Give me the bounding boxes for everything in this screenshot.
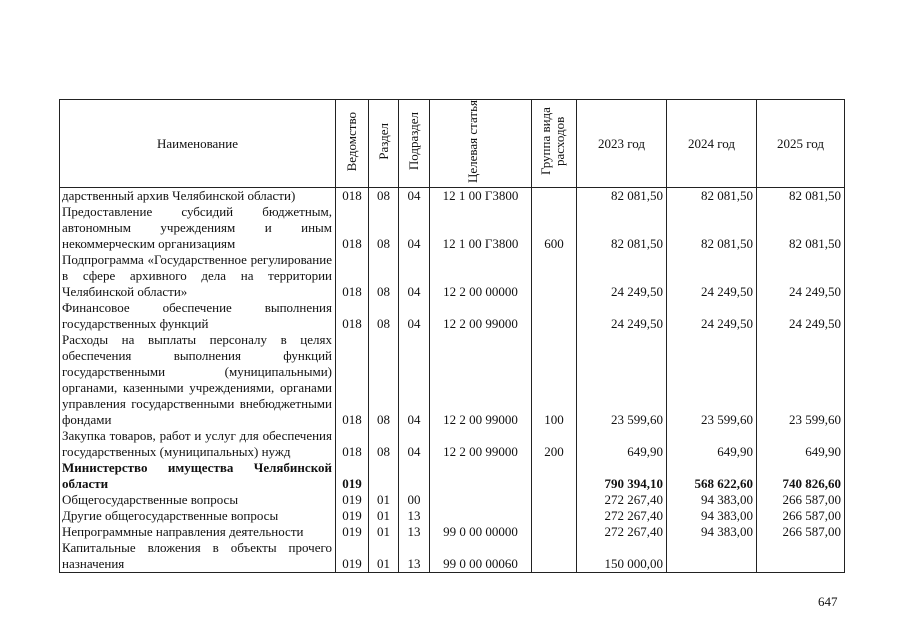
cell-target-article: 12 2 00 99000 [430, 300, 532, 332]
cell-2023: 23 599,60 [577, 332, 667, 428]
cell-podrazdel: 04 [399, 204, 430, 252]
cell-name: Предоставление субсидий бюджетным, автономным учреждениям и иным некоммерческим организациям [60, 204, 336, 252]
cell-vedomstvo: 018 [336, 300, 369, 332]
cell-2025: 24 249,50 [757, 300, 845, 332]
cell-2023: 272 267,40 [577, 508, 667, 524]
cell-expense-group: 600 [532, 204, 577, 252]
cell-expense-group [532, 540, 577, 573]
cell-podrazdel: 04 [399, 188, 430, 205]
cell-expense-group [532, 460, 577, 492]
table-row [60, 460, 845, 492]
cell-2023: 272 267,40 [577, 524, 667, 540]
cell-2024: 94 383,00 [667, 508, 757, 524]
cell-2025 [757, 540, 845, 573]
cell-podrazdel: 13 [399, 508, 430, 524]
cell-vedomstvo: 019 [336, 508, 369, 524]
cell-2025: 649,90 [757, 428, 845, 460]
table-row [60, 188, 845, 205]
header-vedomstvo: Ведомство [336, 100, 369, 188]
header-expense-group: Группа вида расходов [532, 100, 577, 188]
cell-expense-group: 200 [532, 428, 577, 460]
page-number: 647 [818, 594, 838, 609]
header-name: Наименование [60, 100, 336, 188]
cell-target-article: 12 1 00 Г3800 [430, 204, 532, 252]
cell-2023: 790 394,10 [577, 460, 667, 492]
cell-razdel: 08 [369, 428, 399, 460]
cell-2025: 23 599,60 [757, 332, 845, 428]
cell-podrazdel: 13 [399, 524, 430, 540]
cell-2023: 24 249,50 [577, 252, 667, 300]
cell-2023: 82 081,50 [577, 204, 667, 252]
table-row [60, 428, 845, 460]
cell-expense-group [532, 492, 577, 508]
cell-2023: 649,90 [577, 428, 667, 460]
cell-expense-group [532, 508, 577, 524]
cell-2024: 24 249,50 [667, 252, 757, 300]
table-row [60, 540, 845, 573]
cell-2023: 150 000,00 [577, 540, 667, 573]
cell-2025: 266 587,00 [757, 524, 845, 540]
cell-2025: 740 826,60 [757, 460, 845, 492]
cell-target-article: 12 2 00 00000 [430, 252, 532, 300]
cell-2025: 24 249,50 [757, 252, 845, 300]
table-body [60, 188, 845, 573]
cell-razdel: 01 [369, 508, 399, 524]
header-podrazdel: Подраздел [399, 100, 430, 188]
cell-2024: 94 383,00 [667, 492, 757, 508]
cell-razdel: 08 [369, 204, 399, 252]
cell-2024 [667, 540, 757, 573]
cell-podrazdel: 04 [399, 428, 430, 460]
cell-razdel: 08 [369, 332, 399, 428]
cell-target-article: 99 0 00 00000 [430, 524, 532, 540]
cell-vedomstvo: 019 [336, 492, 369, 508]
cell-expense-group [532, 300, 577, 332]
budget-table [59, 99, 845, 573]
cell-podrazdel: 04 [399, 252, 430, 300]
cell-vedomstvo: 018 [336, 204, 369, 252]
header-razdel: Раздел [369, 100, 399, 188]
cell-2025: 82 081,50 [757, 204, 845, 252]
cell-2025: 266 587,00 [757, 508, 845, 524]
cell-target-article [430, 460, 532, 492]
header-row [60, 100, 845, 188]
cell-2023: 82 081,50 [577, 188, 667, 205]
cell-expense-group [532, 524, 577, 540]
cell-2025: 82 081,50 [757, 188, 845, 205]
cell-razdel: 08 [369, 300, 399, 332]
cell-vedomstvo: 019 [336, 460, 369, 492]
cell-name: Расходы на выплаты персоналу в целях обеспечения выполнения функций государственными (муниципальными) органами, казенными учреждениями, органами управления государственными внебюджетными фондами [60, 332, 336, 428]
cell-2024: 24 249,50 [667, 300, 757, 332]
cell-podrazdel: 13 [399, 540, 430, 573]
cell-target-article [430, 508, 532, 524]
cell-vedomstvo: 018 [336, 188, 369, 205]
cell-razdel: 01 [369, 540, 399, 573]
cell-razdel: 01 [369, 524, 399, 540]
cell-2024: 82 081,50 [667, 188, 757, 205]
cell-2023: 272 267,40 [577, 492, 667, 508]
table-row [60, 524, 845, 540]
cell-2025: 266 587,00 [757, 492, 845, 508]
cell-razdel: 08 [369, 188, 399, 205]
table-row [60, 492, 845, 508]
cell-name: Министерство имущества Челябинской области [60, 460, 336, 492]
cell-name: дарственный архив Челябинской области) [60, 188, 336, 205]
header-2025: 2025 год [757, 100, 845, 188]
header-2024: 2024 год [667, 100, 757, 188]
cell-expense-group [532, 188, 577, 205]
cell-razdel: 01 [369, 492, 399, 508]
header-2023: 2023 год [577, 100, 667, 188]
cell-2024: 568 622,60 [667, 460, 757, 492]
cell-vedomstvo: 019 [336, 524, 369, 540]
table-row [60, 300, 845, 332]
cell-podrazdel: 00 [399, 492, 430, 508]
cell-2024: 94 383,00 [667, 524, 757, 540]
table-row [60, 204, 845, 252]
cell-razdel: 08 [369, 252, 399, 300]
cell-vedomstvo: 018 [336, 252, 369, 300]
cell-target-article [430, 492, 532, 508]
table-row [60, 252, 845, 300]
cell-name: Капитальные вложения в объекты прочего назначения [60, 540, 336, 573]
table-row [60, 508, 845, 524]
cell-target-article: 12 2 00 99000 [430, 332, 532, 428]
table-row [60, 332, 845, 428]
cell-target-article: 12 2 00 99000 [430, 428, 532, 460]
cell-name: Подпрограмма «Государственное регулирование в сфере архивного дела на территории Челябинской области» [60, 252, 336, 300]
cell-name: Закупка товаров, работ и услуг для обеспечения государственных (муниципальных) нужд [60, 428, 336, 460]
header-target-article: Целевая статья [430, 100, 532, 188]
cell-target-article: 99 0 00 00060 [430, 540, 532, 573]
cell-vedomstvo: 019 [336, 540, 369, 573]
cell-name: Общегосударственные вопросы [60, 492, 336, 508]
cell-2024: 649,90 [667, 428, 757, 460]
cell-2024: 82 081,50 [667, 204, 757, 252]
cell-podrazdel: 04 [399, 300, 430, 332]
cell-expense-group [532, 252, 577, 300]
cell-target-article: 12 1 00 Г3800 [430, 188, 532, 205]
cell-vedomstvo: 018 [336, 428, 369, 460]
cell-2023: 24 249,50 [577, 300, 667, 332]
cell-expense-group: 100 [532, 332, 577, 428]
cell-podrazdel [399, 460, 430, 492]
cell-2024: 23 599,60 [667, 332, 757, 428]
cell-razdel [369, 460, 399, 492]
cell-name: Непрограммные направления деятельности [60, 524, 336, 540]
cell-name: Финансовое обеспечение выполнения государственных функций [60, 300, 336, 332]
cell-vedomstvo: 018 [336, 332, 369, 428]
cell-name: Другие общегосударственные вопросы [60, 508, 336, 524]
cell-podrazdel: 04 [399, 332, 430, 428]
